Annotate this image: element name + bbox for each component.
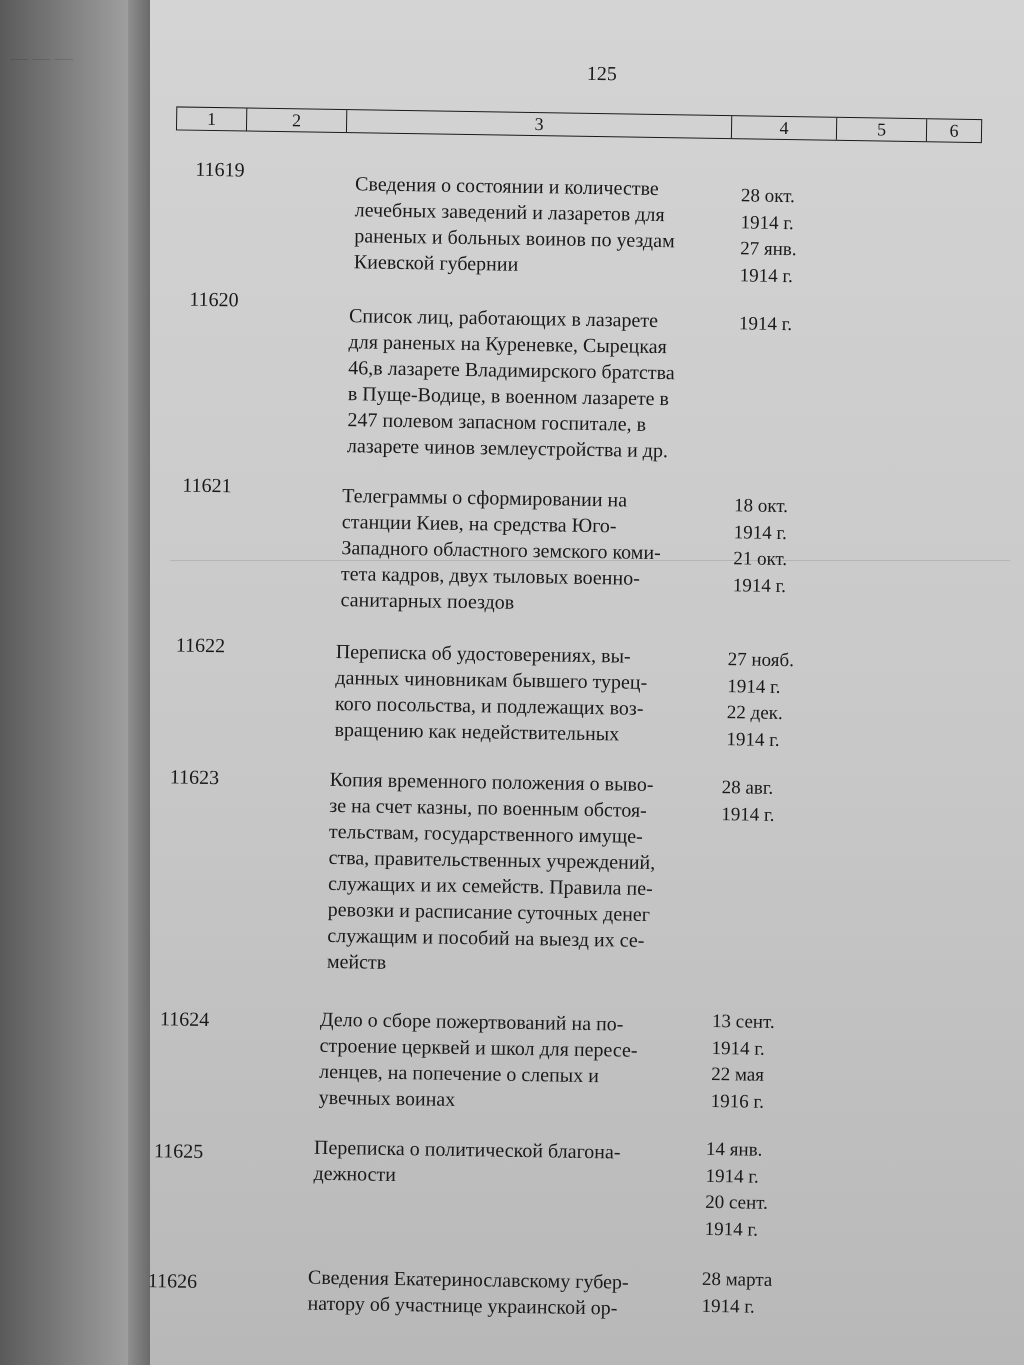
page-content xyxy=(129,0,1024,1365)
entry-description: Телеграммы о сформировании на станции Киев, на средства Юго- Западного областного земского коми- тета кадров, двух тыловых военно- санитарных поездов xyxy=(340,485,661,614)
entry-dates: 1914 г. xyxy=(738,313,793,336)
column-header-1: 1 xyxy=(177,107,247,130)
book-page xyxy=(147,0,1024,1365)
entry-description: Переписка о политической благона- дежности xyxy=(313,1136,621,1187)
entry-description: Копия временного положения о выво- зе на счет казны, по военным обстоя- тельствам, государственного имуще- ства, правительственных учреждений, служащих и их семейств. Правила пе- ревозки и расписание суточных денег служащим и пособий на выезд их се- мейств xyxy=(326,768,656,974)
entry-dates: 18 окт. 1914 г. 21 окт. 1914 г. xyxy=(732,495,789,597)
archive-number: 11622 xyxy=(175,634,226,658)
archive-number: 11619 xyxy=(195,158,245,182)
entry-dates: 28 марта 1914 г. xyxy=(701,1268,773,1318)
column-header-6: 6 xyxy=(949,120,959,141)
entry-dates: 13 сент. 1914 г. 22 мая 1916 г. xyxy=(710,1010,775,1113)
column-header-3: 3 xyxy=(347,110,732,138)
archive-number: 11621 xyxy=(182,474,232,498)
entry-dates: 28 окт. 1914 г. 27 янв. 1914 г. xyxy=(739,185,797,287)
archive-number: 11625 xyxy=(153,1140,204,1163)
archive-number: 11624 xyxy=(159,1008,210,1032)
column-header-5: 5 xyxy=(837,118,927,141)
entry-description: Сведения Екатеринославскому губер- натору об участнице украинской ор- xyxy=(307,1266,629,1320)
entry-dates: 28 авг. 1914 г. xyxy=(721,777,775,826)
column-header-2: 2 xyxy=(247,109,347,133)
entry-dates: 14 янв. 1914 г. 20 сент. 1914 г. xyxy=(704,1138,768,1241)
entry-description: Переписка об удостоверениях, вы- данных чиновникам бывшего турец- кого посольства, и подлежащих воз- вращению как недействительных xyxy=(334,640,648,746)
entry-description: Сведения о состоянии и количестве лечебных заведений и лазаретов для раненых и больных воинов по уездам Киевской губернии xyxy=(353,173,675,276)
entry-description: Список лиц, работающих в лазарете для раненых на Куреневке, Сырецкая 46,в лазарете Владимирского братства в Пуще-Водице, в военном лазарете в 247 полевом запасном госпитале, в лазарете чинов землеустройства и др. xyxy=(346,305,675,463)
page-number: 125 xyxy=(586,62,618,86)
table-header xyxy=(176,106,982,143)
column-header-4: 4 xyxy=(732,116,837,140)
entry-dates: 27 нояб. 1914 г. 22 дек. 1914 г. xyxy=(726,649,795,751)
archive-number: 11623 xyxy=(169,766,220,790)
archive-number: 11626 xyxy=(147,1270,198,1293)
left-page-bleed: — — — xyxy=(10,48,73,68)
archive-number: 11620 xyxy=(189,288,239,312)
entry-description: Дело о сборе пожертвований на по- строение церквей и школ для пересе- ленцев, на попечение о слепых и увечных воинах xyxy=(318,1008,638,1111)
